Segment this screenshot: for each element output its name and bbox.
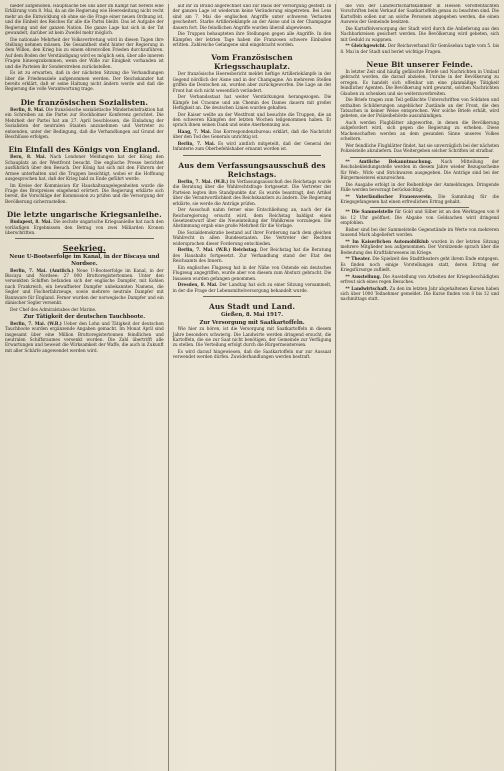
article-paragraph: [340, 27, 499, 43]
dateline: Berlin, 8. Mai.: [10, 107, 45, 113]
column-left: [5, 4, 164, 771]
paragraph-text: Der Kaiser weilte an der Westfront und besuchte die Truppen, die an den schweren Kämpfen der letzten Wochen teilgenommen haben. Er sprach ihnen seinen Dank und seine Anerkennung aus.: [172, 112, 332, 129]
paragraph-text: Bisher sind bei der Sammelstelle Gegenstände im Werte von mehreren tausend Mark abgeliefert worden.: [340, 227, 500, 239]
dateline: Berlin, 7. Mai.: [177, 142, 215, 148]
paragraph-text: nieder aufgehoben. Hauptsache bei uns aber im Kampf hat bereits eine Erklärung vom 8. Mai, da an die Regierung wie Heeresleitung nicht recht mehr an die Entwicklung ob ohne sie die Frage einer neuen Ordnung ist, und die Einheit des Reiches für alle die Partei bleibt. Das ist Aufgabe der Regierung und der ganzen Nation. Die ganze Lage hat sich in der Tat gewandelt, darüber ist kein Zweifel mehr möglich.: [5, 4, 164, 37]
article-paragraph: [173, 72, 332, 94]
paragraph-text: Wer feindliche Flugblätter findet, hat sie unverzüglich bei der nächsten Polizeistelle abzuliefern. Das Weitergeben solcher Schriften ist strafbar.: [340, 143, 500, 155]
article-headline: Ein Einfall des Königs von England.: [8, 145, 161, 155]
article-paragraph: [5, 108, 164, 140]
article-headline: Neue Bit unserer Feinde.: [366, 60, 473, 70]
paragraph-text: Der französische Heeresbericht meldet heftige Artilleriekämpfe in der Gegend nördlich der Aisne und in der Champagne. An mehreren Stellen griffen die Deutschen an, wurden aber zurückgeworfen. Die Lage an der Front hat sich nicht wesentlich verändert.: [172, 72, 332, 94]
article-paragraph: [173, 350, 332, 361]
article-paragraph: [173, 283, 332, 294]
paragraph-text: Die sechste ungarische Kriegsanleihe hat nach den vorläufigen Ergebnissen den Betrag von zwei Milliarden Kronen überschritten.: [5, 220, 164, 236]
article-paragraph: [340, 240, 499, 256]
paragraph-text: Die Briefe tragen zum Teil gefälschte Unterschriften von Soldaten und enthalten Schilderungen angeblicher Zustände an der Front, die den Tatsachen in keiner Weise entsprechen. Wer solche Briefe erhält, wird gebeten, sie der Polizeibehörde auszuhändigen.: [340, 98, 500, 120]
page-fold-line: [336, 0, 337, 771]
section-divider: [350, 157, 489, 158]
page-fold-line: [168, 0, 169, 771]
paragraph-text: Die Sozialdemokratie bestand auf ihrer Forderung nach dem gleichen Wahlrecht in allen Bundesstaaten. Die Vertreter der Rechten widersprachen dieser Forderung entschieden.: [172, 230, 332, 247]
article-paragraph: [173, 266, 332, 282]
paragraph-text: Die französische sozialistische Minderheitsfraktion hat ein Schreiben an die Partei zur Stockholmer Konferenz gerichtet. Die Mehrheit der Partei hat am 27. April beschlossen, die Einladung der Sozialisten der neutralen Staaten anzunehmen und Vertreter zu entsenden, unter der Bedingung, daß die Verhandlungen auf Grund der Beschlüsse erfolgen.: [5, 107, 164, 140]
article-paragraph: [5, 155, 164, 182]
paragraph-text: auf ihr zu Brand angerechnet und zur Basis der Versorgung gestellt. In der ganzen Lage ist wiederum keine Veränderung eingetreten. Bei Lens sind am 7. Mai die englischen Angriffe unter schweren Verlusten gescheitert. Starke Artilleriekämpfe an der Aisne und in der Champagne dauern fort. Die feindlichen Angriffe wurden überall abgewiesen.: [172, 4, 332, 31]
article-paragraph: [5, 322, 164, 354]
article-paragraph: [5, 220, 164, 236]
paragraph-text: Auch werden Flugblätter abgeworfen, in denen die Bevölkerung aufgefordert wird, sich gegen die Regierung zu erheben. Diese Machenschaften werden an dem gesunden Sinne unseres Volkes scheitern.: [340, 121, 500, 143]
paragraph-text: Die Kartoffelversorgung der Stadt wird durch die Anlieferung aus den Nachbarkreisen gesichert werden. Die Bevölkerung wird gebeten, sich mit Geduld zu wappnen.: [340, 26, 500, 43]
dateline: ** Landwirtschaft.: [345, 286, 389, 292]
article-paragraph: [173, 4, 332, 31]
article-paragraph: [173, 231, 332, 247]
section-divider: [370, 207, 469, 208]
article-paragraph: [340, 121, 499, 143]
dateline: Berlin, 7. Mai. (W.B.): [177, 179, 229, 185]
article-paragraph: [173, 130, 332, 141]
article-headline: Die letzte ungarische Kriegsanleihe.: [6, 210, 162, 220]
section-divider: [203, 296, 302, 297]
article-paragraph: [340, 98, 499, 120]
article-paragraph: [340, 195, 499, 206]
dateline: Haag, 7. Mai.: [177, 130, 211, 136]
article-paragraph: [173, 327, 332, 349]
article-headline: Aus Stadt und Land.: [208, 301, 296, 311]
article-paragraph: [173, 248, 332, 264]
article-paragraph: [340, 183, 499, 194]
article-headline: Vom Französischen Kriegsschauplatz.: [211, 53, 293, 72]
article-paragraph: [340, 257, 499, 273]
column-right: [335, 4, 499, 771]
paragraph-text: Im Verfassungsausschuß des Reichstags wurde die Beratung über die Wahlrechtsfrage fortgesetzt. Die Vertreter der Parteien legten ihre Standpunkte dar. Es wurde beantragt, den Artikel über die Verantwortlichkeit des Reichskanzlers zu ändern. Die Regierung erklärte, sie werde die Anträge prüfen.: [172, 179, 332, 207]
article-paragraph: [173, 32, 332, 48]
article-paragraph: [5, 269, 164, 307]
article-paragraph: [340, 287, 499, 303]
paragraph-text: Ein englisches Flugzeug hat in der Nähe von Ostende ein deutsches Flugzeug angegriffen, wurde aber von diesem zum Absturz gebracht. Die Insassen wurden gefangen genommen.: [172, 265, 332, 282]
paragraph-text: Der Verbandsstaat hat weiter Verstärkungen herangezogen. Die Kämpfe bei Craonne und am Chemin des Dames dauern mit großer Heftigkeit an. Die deutschen Linien wurden gehalten.: [172, 95, 332, 112]
article-headline: Die französischen Sozialisten.: [20, 97, 149, 107]
paragraph-text: In letzter Zeit sind häufig gefälschte Briefe und Nachrichten in Umlauf gebracht worden, die darauf abzielen, Unruhe in der Bevölkerung zu erregen. Es handelt sich offenbar um eine planmäßige Tätigkeit feindlicher Agenten. Die Bevölkerung wird gewarnt, solchen Nachrichten Glauben zu schenken und sie weiterzuverbreiten.: [340, 70, 500, 97]
paragraph-text: Die Truppen behaupteten ihre Stellungen gegen alle Angriffe. In den Kämpfen der letzten Tage haben die Franzosen schwere Einbußen erlitten. Zahlreiche Gefangene sind eingebracht worden.: [172, 32, 332, 49]
paragraph-text: die von der Landwirtschaftskammer in Hessen veröffentlichten Vorschriften beim Verkauf der Saatkartoffeln genau zu beachten sind. Die Kartoffeln sollen nur an solche Personen abgegeben werden, die einen Ausweis der Gemeinde besitzen.: [340, 4, 500, 26]
paragraph-text: Zu den im letzten Jahr abgehaltenen Kursen haben sich über 1000 Teilnehmer gemeldet. Die Kurse finden von 8 bis 12 und nachmittags statt.: [340, 286, 500, 303]
dateline: Berlin, 7. Mai. (W.B.) Reichstag.: [177, 248, 258, 254]
paragraph-text: Das Korrespondenzbureau erklärt, daß die Nachricht über den Tod des Generals unrichtig ist.: [172, 130, 332, 141]
paragraph-text: Ueber den Lohn und Tätigkeit der deutschen Tauchboote wurden ergänzende Angaben gemacht. Im Monat April sind insgesamt über eine Million Bruttoregistertonnen feindlichen und neutralen Schiffsraumes versenkt worden. Die Zahl übertrifft alle Erwartungen und beweist die Wirksamkeit der Waffe, die auch in Zukunft mit aller Schärfe angewendet werden wird.: [5, 321, 164, 354]
section-divider: [183, 155, 322, 156]
paragraph-text: Der Reichstag hat die Beratung des Haushalts fortgesetzt. Zur Verhandlung stand der Etat des Reichsamts des Innern.: [172, 248, 332, 265]
dateline: ** Theater.: [345, 257, 371, 263]
paragraph-text: Der Ausschuß nahm ferner eine Entschließung an, nach der die Reichsregierung ersucht wird, dem Reichstag baldigst einen Gesetzentwurf über die Neueinteilung der Wahlkreise vorzulegen. Die Abstimmung ergab eine große Mehrheit für die Vorlage.: [172, 208, 332, 230]
article-paragraph: [173, 95, 332, 111]
article-subheadline: Zur Versorgung mit Saatkartoffeln.: [199, 319, 305, 326]
article-paragraph: [173, 142, 332, 153]
paragraph-text: Im Kreise der Kommission für Haushaltsangelegenheiten wurde die Frage des Brotpreises eingehend erörtert. Die Regierung erklärte sich bereit, die Vorschläge der Kommission zu prüfen und die Versorgung der Bevölkerung sicherzustellen.: [5, 183, 164, 205]
article-paragraph: [173, 180, 332, 207]
article-headline: Aus dem Verfassungsausschuß des Reichstags.: [178, 160, 326, 179]
paragraph-text: Wie hier zu hören, ist die Versorgung mit Saatkartoffeln in diesem Jahre besonders schwierig. Die Landwirte werden dringend ersucht, die Kartoffeln, die sie zur Saat nicht benötigen, der Gemeinde zur Verfügung zu stellen. Die Verteilung erfolgt durch die Bürgermeistereien.: [172, 327, 332, 349]
paragraph-text: Der Landtag hat sich zu einer Sitzung versammelt, in der die Frage der Lebensmittelversorgung behandelt wurde.: [172, 283, 332, 294]
dateline: ** Vaterländischer Frauenverein.: [345, 194, 433, 200]
dateline: Budapest, 8. Mai.: [10, 220, 52, 226]
article-paragraph: [5, 184, 164, 206]
paragraph-text: Die Ausgabe erfolgt in der Reihenfolge der Anmeldungen. Dringende Fälle werden bevorzugt berücksichtigt.: [340, 182, 500, 193]
paragraph-text: Die Sammlung für die Kriegsgefangenen hat einen erfreulichen Ertrag gehabt.: [340, 194, 500, 205]
paragraph-text: Der Reichsverband für Gemüsebau tagte vom 5. bis 8. Mai in der Stadt und beriet wichtige Fragen.: [340, 44, 500, 55]
article-headline: Seekrieg.: [62, 243, 106, 254]
article-subheadline: Neue U-Bootserfolge im Kanal, in der Biscaya und Nordsee.: [9, 254, 160, 267]
article-paragraph: [5, 38, 164, 70]
dateline: Dresden, 8. Mai.: [177, 283, 218, 289]
article-paragraph: [173, 208, 332, 230]
paragraph-text: Die Ausstellung von Arbeiten der Kriegsbeschädigten erfreut sich eines regen Besuches.: [340, 274, 499, 285]
dateline: ** Amtliche Bekanntmachung.: [345, 159, 433, 165]
article-paragraph: [340, 228, 499, 239]
article-paragraph: [5, 4, 164, 36]
article-paragraph: [340, 210, 499, 226]
paragraph-text: Die nationale Mehrheit der Volksvertretung wird in diesen Tagen ihre Stellung nehmen müssen. Die Gesamtheit steht hinter der Regierung in dem Willen, den Krieg bis zu einem ehrenvollen Frieden durchzuführen. Auf dem Boden der Verständigung wird es möglich sein, über alle inneren Fragen hinwegzukommen, wenn der Wille zur Einigkeit vorhanden ist und die Parteien ihr Sonderstreben zurückstellen.: [5, 37, 164, 70]
article-paragraph: [5, 71, 164, 93]
column-container: [5, 4, 499, 771]
section-divider: [15, 238, 154, 239]
dateline: ** Gleichgewicht.: [345, 44, 387, 50]
dateline: Berlin, 7. Mai. (W.B.): [10, 321, 62, 327]
dateline: ** Im Kaiserlichen Automobilklub: [345, 239, 429, 245]
article-subheadline: Gießen, 8. Mai 1917.: [220, 311, 284, 318]
paragraph-text: für Gold und Silber ist an den Werktagen von 9 bis 12 Uhr geöffnet. Die Abgabe von Goldsachen wird dringend empfohlen.: [340, 210, 500, 227]
article-paragraph: [173, 113, 332, 129]
dateline: ** Die Sammelstelle: [345, 210, 394, 216]
paragraph-text: Es ist zu erwarten, daß in der nächsten Sitzung die Verhandlungen über die Friedensziele aufgenommen werden. Der Reichskanzler hat bereits erklärt, daß er seine Haltung nicht ändern werde und daß die Regierung die volle Verantwortung trage.: [5, 71, 164, 93]
article-paragraph: [340, 275, 499, 286]
paragraph-text: Es wird amtlich mitgeteilt, daß der General der Infanterie zum Oberbefehlshaber ernannt worden ist.: [172, 142, 332, 153]
article-paragraph: [340, 160, 499, 182]
column-middle: [168, 4, 332, 771]
paragraph-text: Neue U-Bootserfolge im Kanal, in der Biscaya und Nordsee: 27 000 Bruttoregistertonnen. Unter den versenkten Schiffen befanden sich der englische Dampfer, mit Kohlen nach Frankreich, ein bewaffneter Dampfer unbekannten Namens, die Segler und Fischerfahrzeuge, sowie mehrere neutrale Dampfer mit Bannware für England. Ferner wurden der norwegische Dampfer und ein dänischer Segler versenkt.: [5, 268, 164, 306]
dateline: Berlin, 7. Mai. (Amtlich.): [10, 268, 74, 274]
article-paragraph: [340, 44, 499, 55]
paragraph-text: Nach Londoner Meldungen hat der König den Schauplatz an der Westfront besucht. Die englische Presse berichtet ausführlich über den Besuch. Der König hat sich mit den Führern der Armee unterhalten und die Truppen besichtigt, wobei er die Hoffnung ausgesprochen hat, daß der Krieg bald zu Ende geführt werde.: [5, 155, 164, 182]
paragraph-text: Der Chef des Admiralstabes der Marine.: [10, 307, 97, 313]
dateline: ** Ausstellung.: [345, 274, 381, 280]
article-subheadline: Zur Tätigkeit der deutschen Tauchboote.: [23, 314, 146, 321]
article-paragraph: [340, 144, 499, 155]
paragraph-text: Die Spielzeit des Stadttheaters geht ihrem Ende entgegen. Es finden noch einige Vorstellungen statt, deren Ertrag der Kriegsfürsorge zufließt.: [340, 257, 500, 273]
paragraph-text: Es wird darauf hingewiesen, daß die Saatkartoffeln nur zur Aussaat verwendet werden dürfen. Zuwiderhandlungen werden bestraft.: [172, 349, 332, 361]
dateline: Bern, 8. Mai.: [10, 155, 46, 161]
paragraph-text: Nach Mitteilung der Reichsbekleidungsstelle werden in diesem Jahre wieder Bezugsscheine für Web-, Wirk- und Strickwaren ausgegeben. Die Anträge sind bei der Bürgermeisterei einzureichen.: [340, 159, 500, 181]
article-paragraph: [340, 4, 499, 26]
article-paragraph: [340, 70, 499, 97]
paragraph-text: wurden in der letzten Sitzung mehrere Mitglieder neu aufgenommen. Der Vorsitzende sprach über die Bedeutung des Kraftfahrwesens im Kriege.: [340, 239, 500, 256]
article-paragraph: [5, 308, 164, 313]
